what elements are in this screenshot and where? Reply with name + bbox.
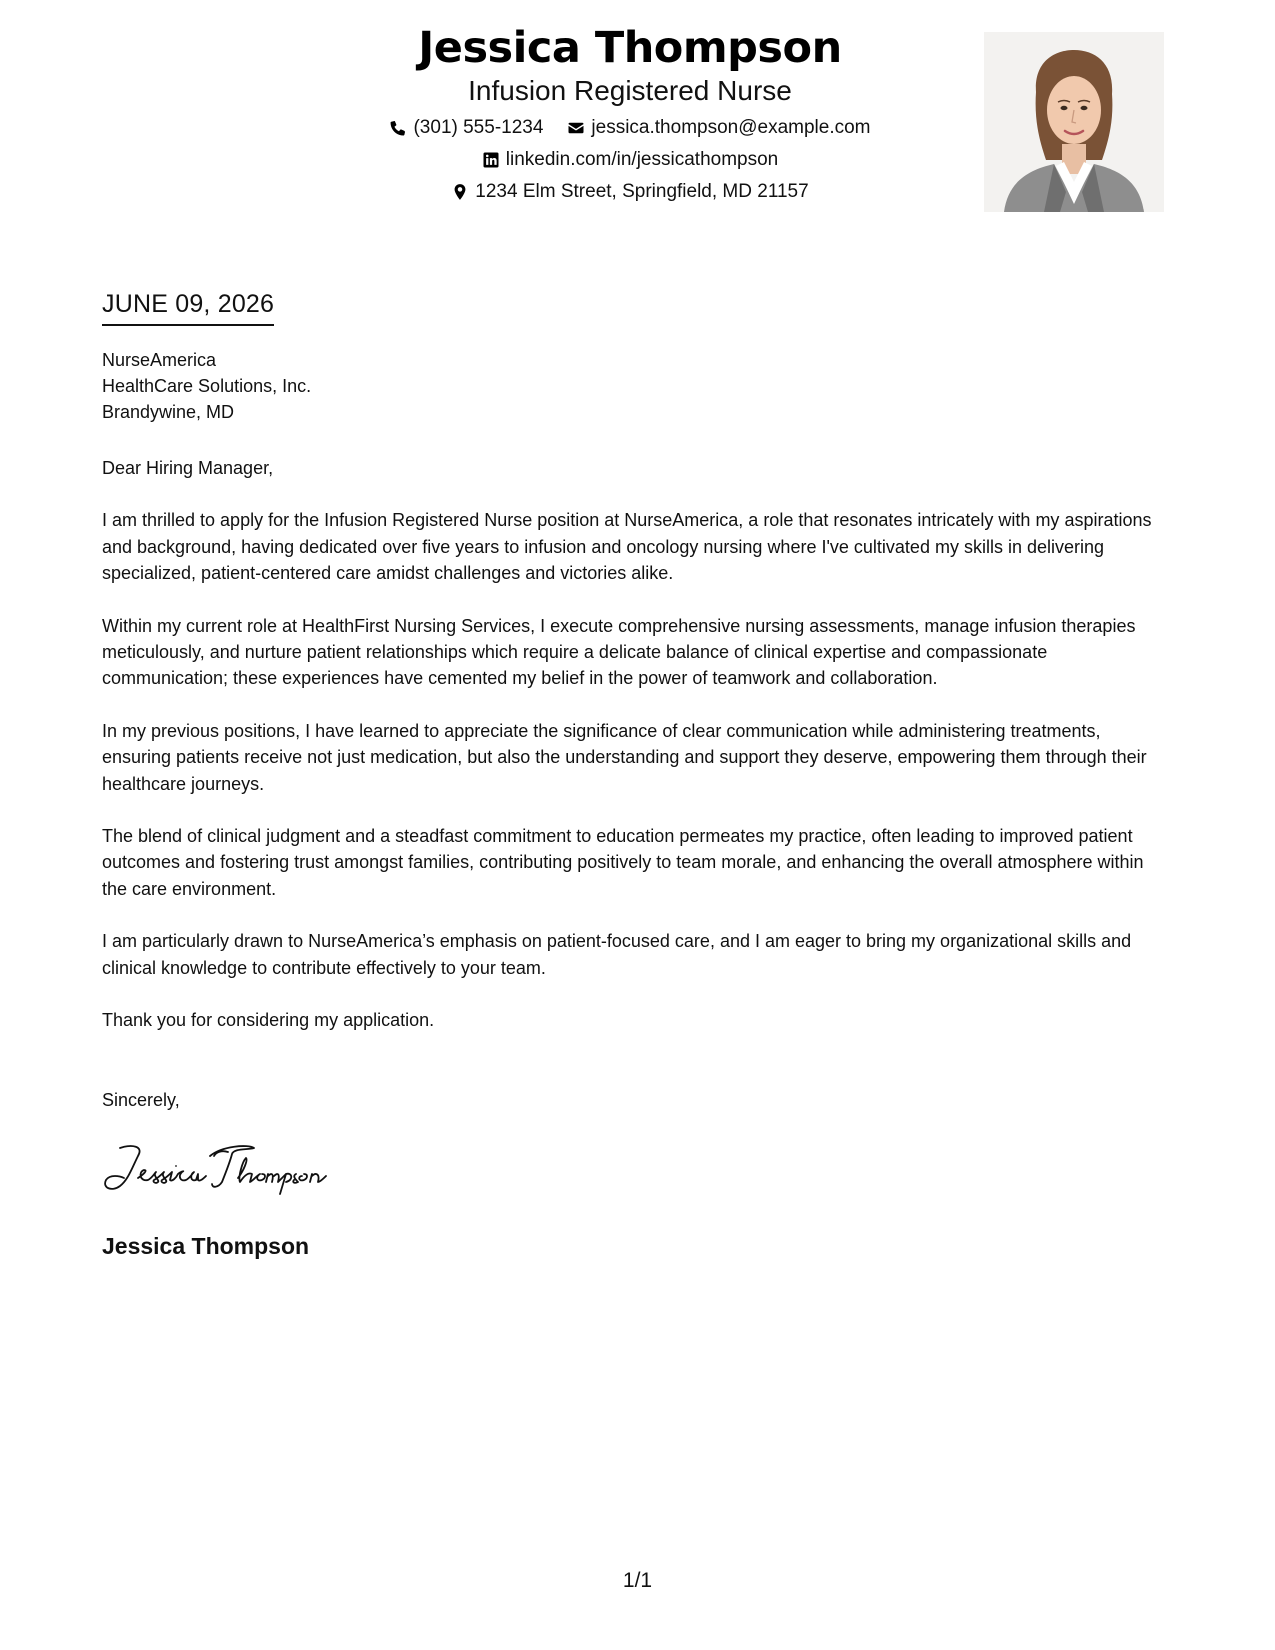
page-number: 1/1 xyxy=(622,1569,653,1592)
letter-greeting: Dear Hiring Manager, xyxy=(102,458,274,478)
body-paragraph: The blend of clinical judgment and a steadfast commitment to education permeates my practice, often leading to improved patient outcomes and fostering trust amongst families, contributing positively to team morale, and enhancing the overall atmosphere within the care environment. xyxy=(102,826,1144,899)
letter-body xyxy=(102,455,1172,1060)
recipient-location: Brandywine, MD xyxy=(102,402,235,422)
phone-number: (301) 555-1234 xyxy=(413,117,544,138)
phone-icon xyxy=(389,119,407,137)
linkedin-icon xyxy=(482,151,500,169)
letter-date: JUNE 09, 2026 xyxy=(102,288,274,326)
body-paragraph: I am particularly drawn to NurseAmerica’s emphasis on patient-focused care, and I am eager to bring my organizational skills and clinical knowledge to contribute effectively to your team. xyxy=(102,931,1132,978)
recipient-organization: HealthCare Solutions, Inc. xyxy=(102,376,312,396)
handwritten-signature xyxy=(98,1138,368,1198)
body-paragraph: Thank you for considering my application. xyxy=(102,1010,435,1031)
body-paragraph: I am thrilled to apply for the Infusion Registered Nurse position at NurseAmerica, a role that resonates intricately with my aspirations and background, having dedicated over five years to infusion and oncology nursing where I've cultivated my skills in delivering specialized, patient-centered care amidst challenges and victories alike. xyxy=(102,510,1152,584)
map-pin-icon xyxy=(451,183,469,201)
street-address: 1234 Elm Street, Springfield, MD 21157 xyxy=(475,181,809,202)
email-address: jessica.thompson@example.com xyxy=(591,117,871,138)
linkedin-url: linkedin.com/in/jessicathompson xyxy=(505,149,779,170)
envelope-icon xyxy=(567,119,585,137)
recipient-block xyxy=(102,347,311,425)
profile-photo xyxy=(984,32,1164,212)
recipient-company: NurseAmerica xyxy=(102,350,217,370)
applicant-title: Infusion Registered Nurse xyxy=(468,75,792,106)
body-paragraph: Within my current role at HealthFirst Nursing Services, I execute comprehensive nursing assessments, manage infusion therapies meticulously, and nurture patient relationships which require a delicate balance of clinical expertise and compassionate communication; these experiences have cemented my belief in the power of teamwork and collaboration. xyxy=(102,615,1136,689)
applicant-name: Jessica Thompson xyxy=(418,23,842,73)
signed-name: Jessica Thompson xyxy=(102,1233,310,1259)
letter-closing: Sincerely, xyxy=(102,1090,180,1110)
body-paragraph: In my previous positions, I have learned to appreciate the significance of clear communication while administering treatments, ensuring patients receive not just medication, but also the understanding and support they deserve, empowering them through their healthcare journeys. xyxy=(102,720,1147,794)
